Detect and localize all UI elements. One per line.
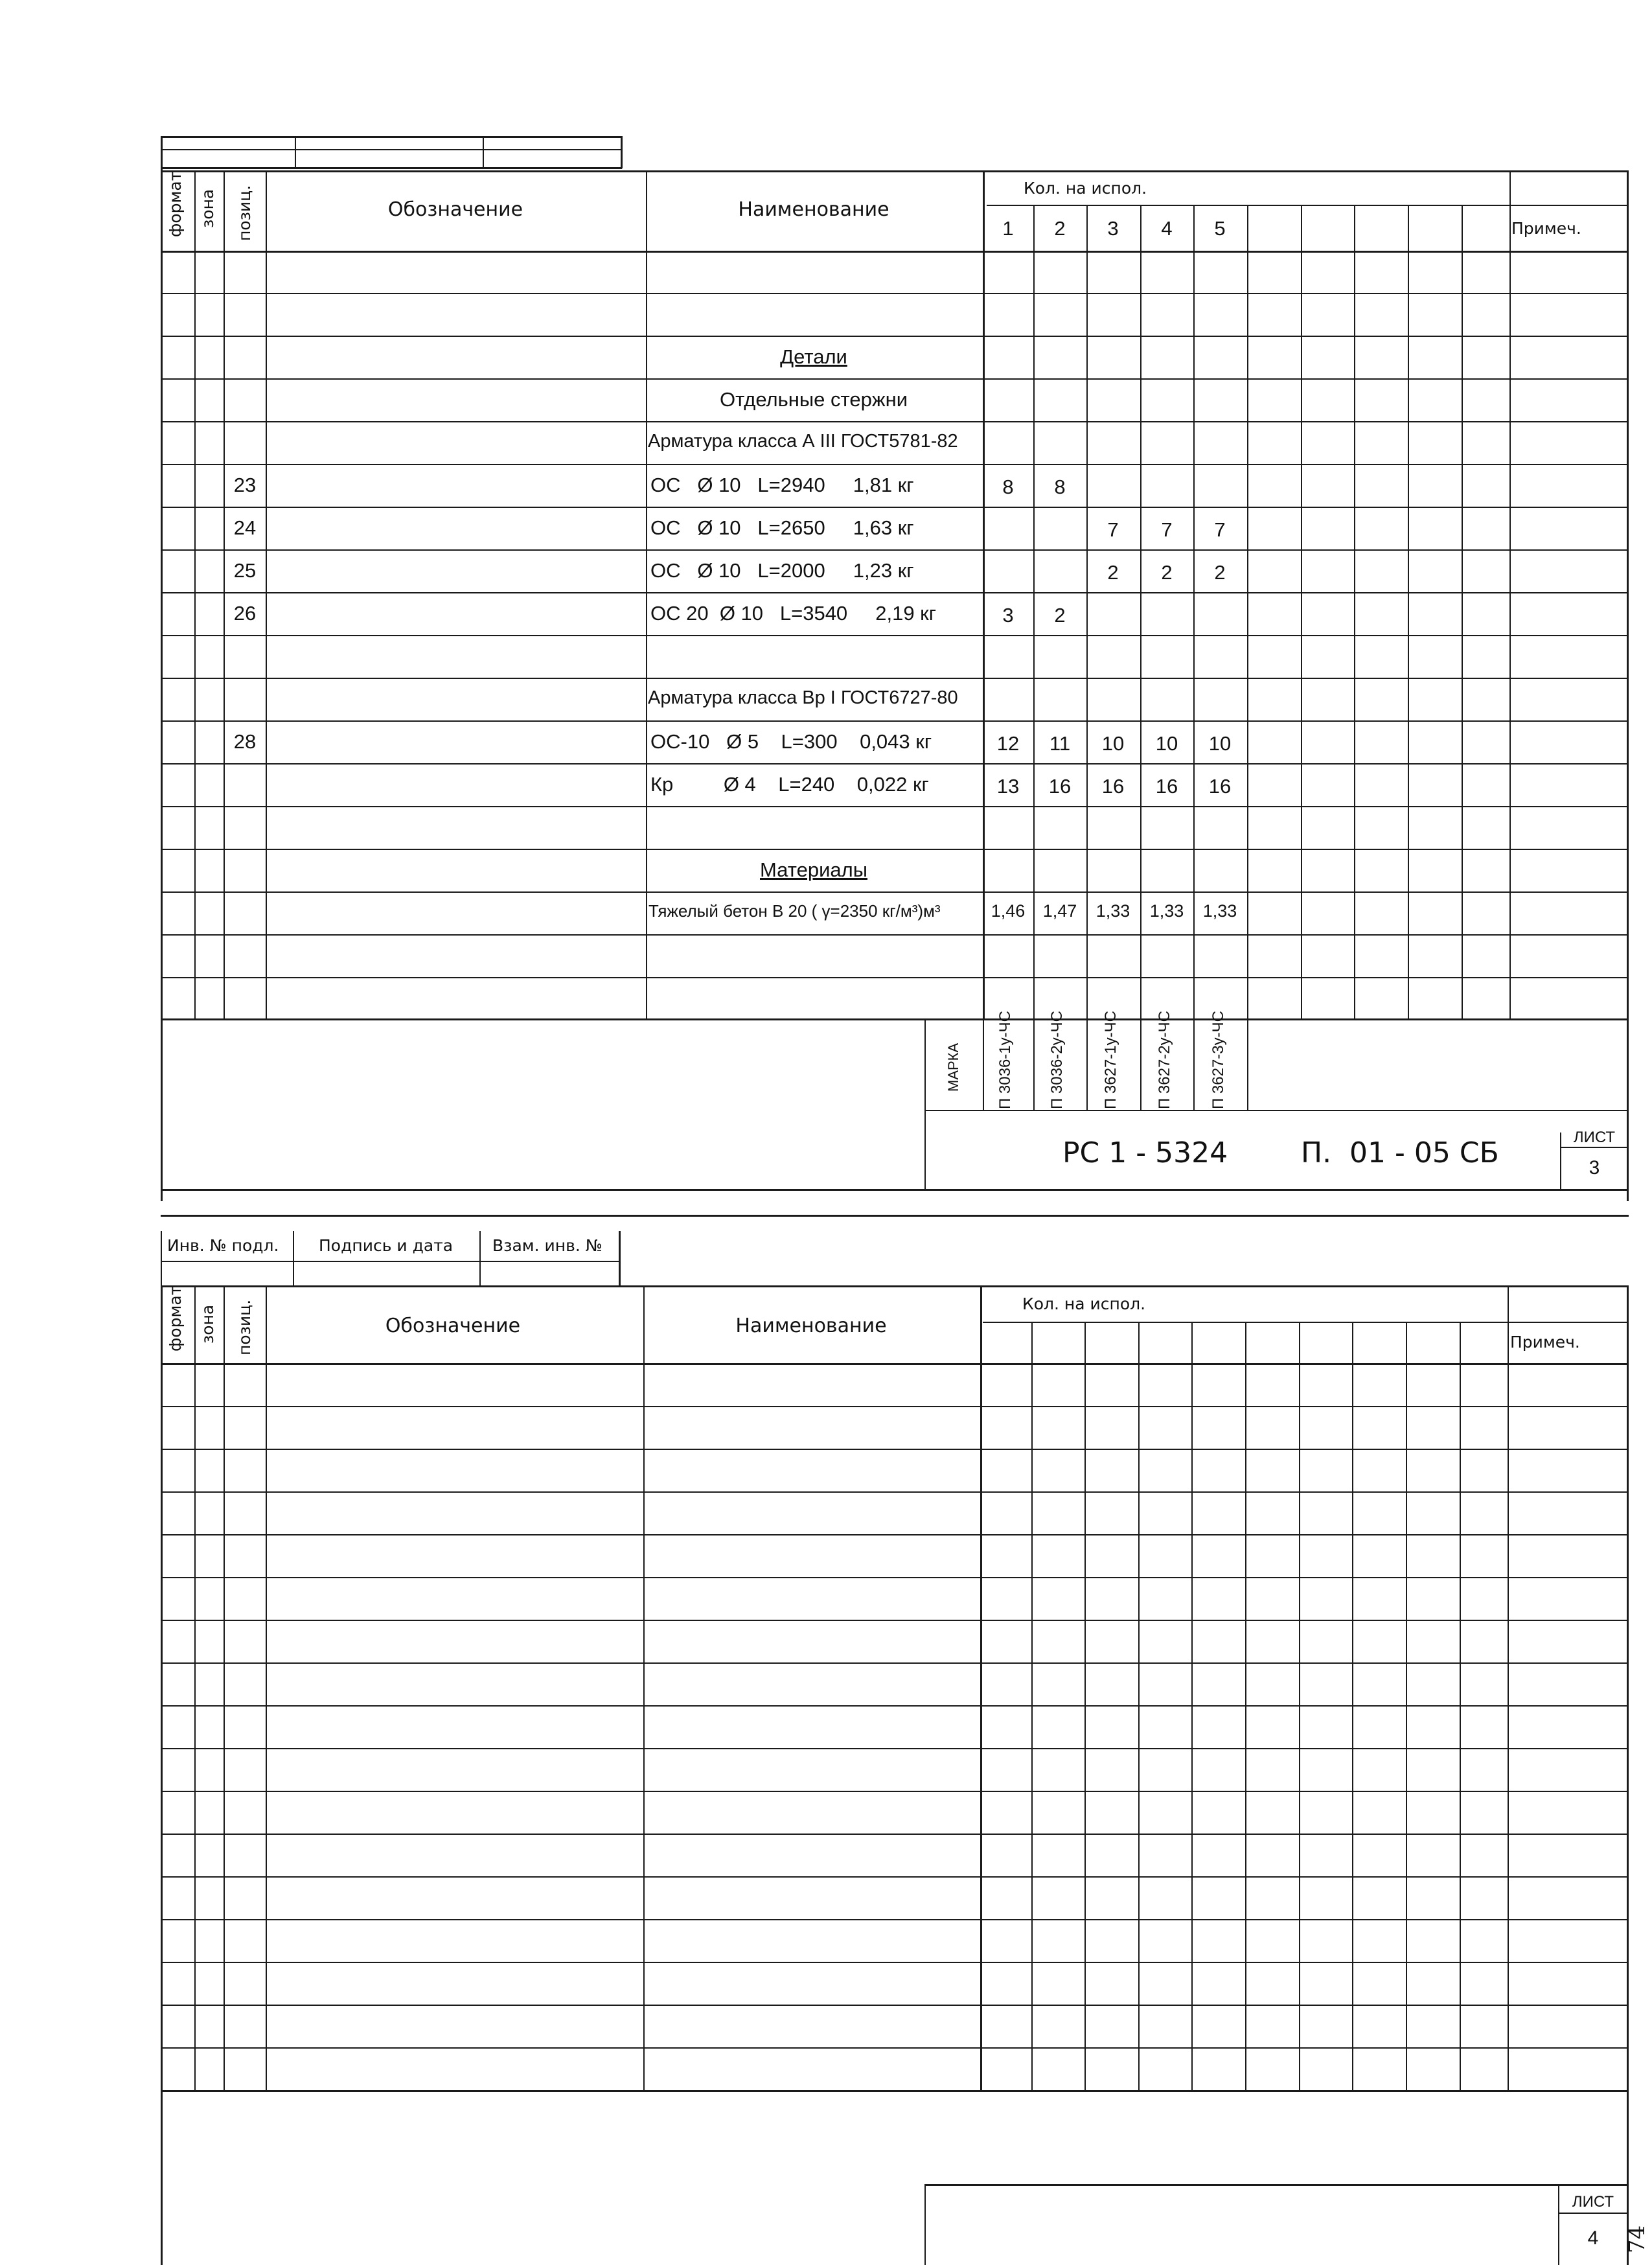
sheet-label: ЛИСТ	[1572, 2193, 1614, 2211]
row-qty-1: 13	[996, 775, 1020, 798]
row-qty-2: 1,47	[1042, 901, 1077, 921]
sheet-number: 4	[1587, 2227, 1599, 2249]
row-qty-2: 2	[1054, 604, 1066, 627]
variant-5-header: 5	[1214, 217, 1226, 240]
col-qty-header: Кол. на испол.	[1024, 179, 1147, 198]
marka-label: МАРКА	[945, 1042, 961, 1092]
col-qty-header: Кол. на испол.	[1022, 1294, 1146, 1313]
mark-1: П 3036-1у-ЧС	[996, 1011, 1014, 1109]
row-qty-3: 7	[1107, 518, 1119, 541]
row-name: ОС Ø 10 L=2940 1,81 кг	[650, 474, 914, 496]
row-qty-3: 1,33	[1096, 901, 1130, 921]
col-position-header: позиц.	[235, 185, 254, 241]
row-qty-4: 7	[1161, 518, 1173, 541]
col-designation-header: Обозначение	[387, 198, 523, 221]
row-qty-2: 16	[1048, 775, 1072, 798]
row-qty-4: 10	[1155, 732, 1178, 755]
row-name: ОС-10 Ø 5 L=300 0,043 кг	[650, 730, 932, 753]
row-qty-4: 2	[1161, 561, 1173, 584]
row-name: Тяжелый бетон В 20 ( γ=2350 кг/м³)м³	[648, 901, 941, 921]
row-qty-4: 1,33	[1149, 901, 1184, 921]
row-position: 25	[233, 559, 257, 582]
col-name-header: Наименование	[735, 1315, 887, 1337]
row-qty-5: 16	[1208, 775, 1232, 798]
row-qty-5: 1,33	[1202, 901, 1237, 921]
row-position: 26	[233, 602, 257, 625]
section-materials: Материалы	[760, 858, 867, 881]
col-designation-header: Обозначение	[385, 1315, 521, 1337]
variant-4-header: 4	[1161, 217, 1173, 240]
row-name: Кр Ø 4 L=240 0,022 кг	[650, 773, 929, 796]
mark-2: П 3036-2у-ЧС	[1048, 1011, 1066, 1109]
variant-2-header: 2	[1054, 217, 1066, 240]
row-qty-3: 2	[1107, 561, 1119, 584]
variant-1-header: 1	[1002, 217, 1014, 240]
col-note-header: Примеч.	[1511, 219, 1581, 238]
col-format-header: формат	[166, 171, 185, 237]
row-qty-1: 12	[996, 732, 1020, 755]
row-qty-5: 10	[1208, 732, 1232, 755]
section-rebar-bp1: Арматура класса Вр I ГОСТ6727-80	[648, 687, 958, 708]
col-zone-header: зона	[198, 189, 217, 228]
stamp-signature-date: Подпись и дата	[319, 1236, 453, 1255]
row-name: ОС Ø 10 L=2000 1,23 кг	[650, 559, 914, 582]
variant-3-header: 3	[1107, 217, 1119, 240]
sheet-label: ЛИСТ	[1573, 1129, 1616, 1146]
row-qty-1: 3	[1002, 604, 1014, 627]
row-qty-3: 10	[1101, 732, 1125, 755]
section-parts: Детали	[780, 345, 847, 368]
stamp-replaced-inv: Взам. инв. №	[492, 1236, 602, 1255]
margin-note: 74	[1624, 2225, 1650, 2253]
section-separate-bars: Отдельные стержни	[719, 388, 908, 411]
row-position: 28	[233, 730, 257, 753]
doc-code: РС 1 - 5324	[1062, 1136, 1228, 1169]
row-qty-5: 2	[1214, 561, 1226, 584]
col-format-header: формат	[166, 1285, 185, 1351]
section-rebar-a3: Арматура класса А III ГОСТ5781-82	[648, 431, 958, 452]
row-qty-2: 8	[1054, 476, 1066, 498]
row-name: ОС Ø 10 L=2650 1,63 кг	[650, 516, 914, 539]
col-position-header: позиц.	[235, 1299, 254, 1355]
row-name: ОС 20 Ø 10 L=3540 2,19 кг	[650, 602, 937, 625]
mark-4: П 3627-2у-ЧС	[1156, 1011, 1173, 1109]
mark-5: П 3627-3у-ЧС	[1210, 1011, 1227, 1109]
sheet-number: 3	[1589, 1157, 1600, 1178]
col-name-header: Наименование	[738, 198, 889, 221]
row-qty-2: 11	[1049, 732, 1071, 755]
mark-3: П 3627-1у-ЧС	[1102, 1011, 1119, 1109]
doc-sub: П. 01 - 05 СБ	[1301, 1136, 1499, 1169]
col-note-header: Примеч.	[1510, 1333, 1580, 1351]
row-qty-3: 16	[1101, 775, 1125, 798]
row-qty-1: 8	[1002, 476, 1014, 498]
row-position: 23	[233, 474, 257, 496]
row-qty-4: 16	[1155, 775, 1178, 798]
row-position: 24	[233, 516, 257, 539]
row-qty-5: 7	[1214, 518, 1226, 541]
stamp-inv-no: Инв. № подл.	[167, 1236, 279, 1255]
row-qty-1: 1,46	[991, 901, 1026, 921]
col-zone-header: зона	[198, 1304, 217, 1344]
